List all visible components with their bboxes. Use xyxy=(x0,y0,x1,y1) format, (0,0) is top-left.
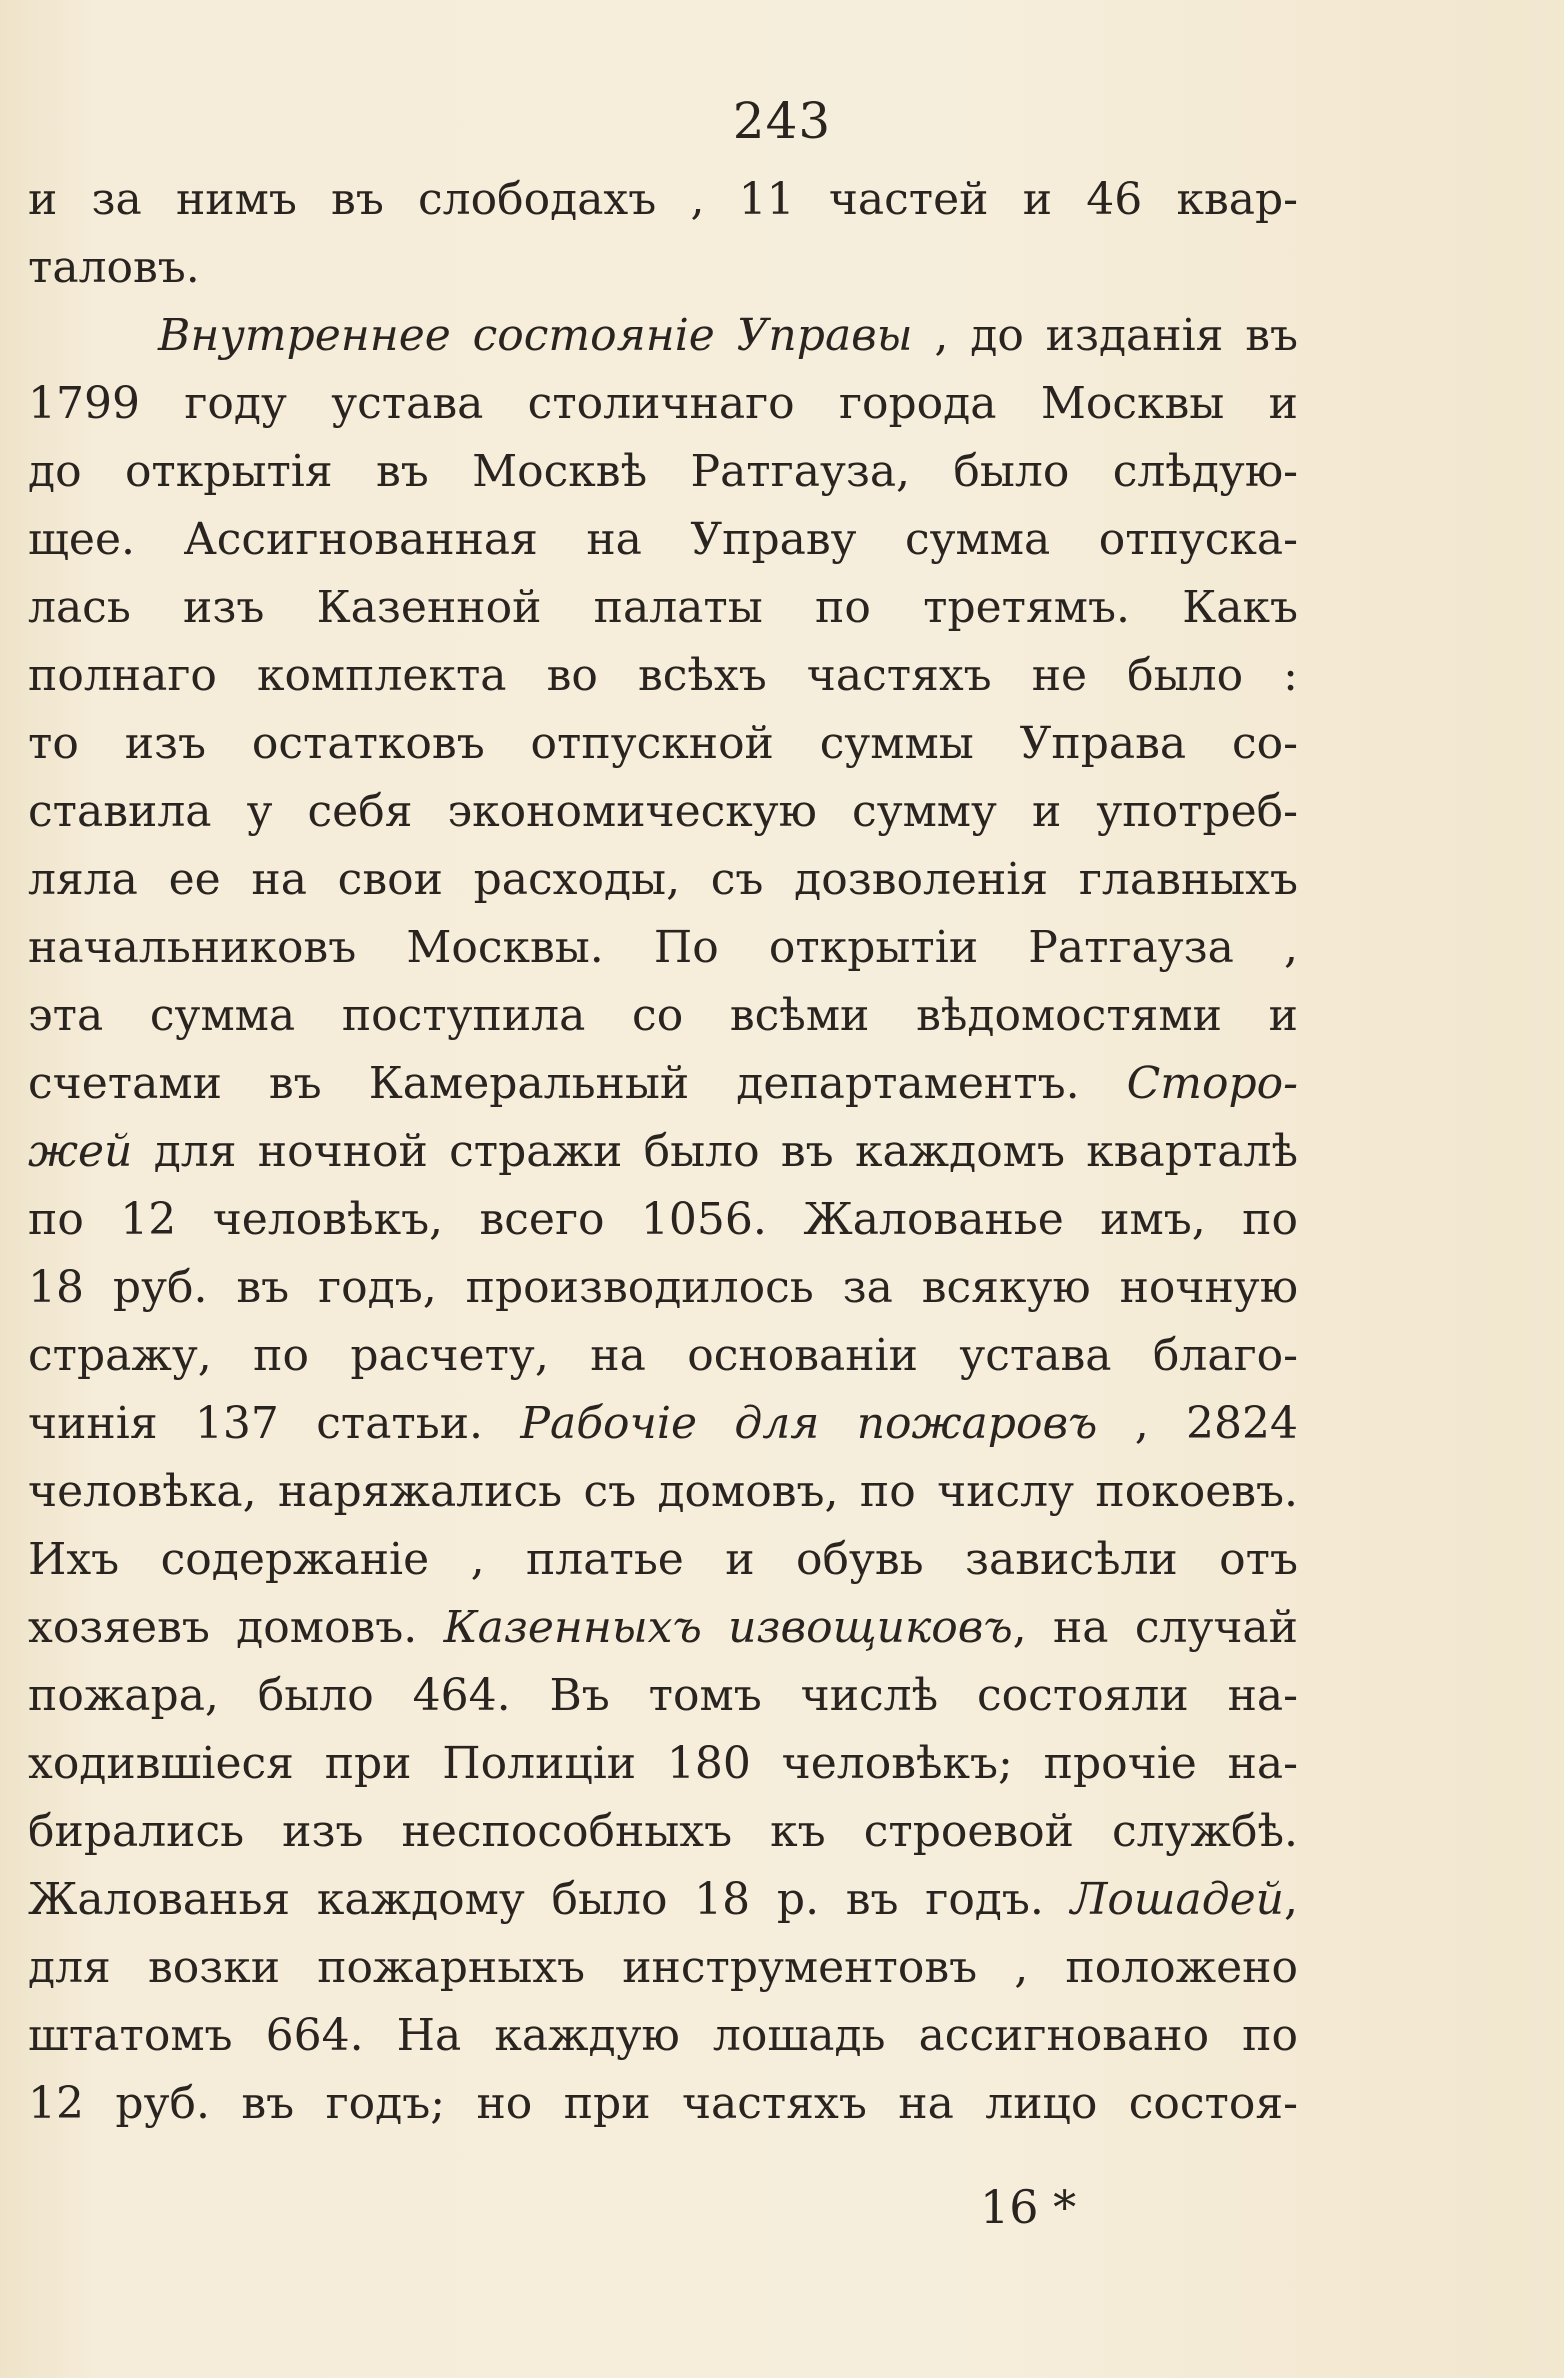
text-line xyxy=(28,1254,1298,1322)
text-line xyxy=(28,1322,1298,1390)
text-span: , 2824 xyxy=(1097,1398,1299,1449)
italic-span: жей xyxy=(28,1126,133,1177)
text-line xyxy=(28,1934,1298,2002)
text-line xyxy=(28,166,1298,234)
body-text xyxy=(28,166,1298,2138)
text-span: полнаго комплекта во всѣхъ частяхъ не было : xyxy=(28,650,1298,701)
text-span: , на случай xyxy=(1012,1602,1298,1653)
text-line xyxy=(28,1730,1298,1798)
text-span: для ночной стражи было въ каждомъ кварталѣ xyxy=(132,1126,1298,1177)
text-line xyxy=(28,2002,1298,2070)
italic-span: Внутреннее состояніе Управы xyxy=(158,310,913,361)
italic-span: Рабочіе для пожаровъ xyxy=(520,1398,1098,1449)
text-line xyxy=(28,1458,1298,1526)
text-span: чинія 137 статьи. xyxy=(28,1398,521,1449)
text-span: человѣка, наряжались съ домовъ, по числу покоевъ. xyxy=(28,1466,1298,1517)
text-line xyxy=(28,710,1298,778)
text-span: Жалованья каждому было 18 р. въ годъ. xyxy=(28,1874,1071,1925)
text-span: эта сумма поступила со всѣми вѣдомостями и xyxy=(28,990,1298,1041)
text-line xyxy=(28,1390,1298,1458)
text-span: до открытія въ Москвѣ Ратгауза, было слѣдую- xyxy=(28,446,1298,497)
text-line xyxy=(28,1866,1298,1934)
text-line xyxy=(28,506,1298,574)
text-span: по 12 человѣкъ, всего 1056. Жалованье имъ, по xyxy=(28,1194,1298,1245)
text-span: ставила у себя экономическую сумму и употреб- xyxy=(28,786,1298,837)
text-span: Ихъ содержаніе , платье и обувь зависѣли отъ xyxy=(28,1534,1298,1585)
text-span: 12 руб. въ годъ; но при частяхъ на лицо состоя- xyxy=(28,2078,1298,2129)
text-span: стражу, по расчету, на основаніи устава благо- xyxy=(28,1330,1298,1381)
text-line xyxy=(28,574,1298,642)
text-span: 18 руб. въ годъ, производилось за всякую ночную xyxy=(28,1262,1298,1313)
text-span: , до изданія въ xyxy=(912,310,1298,361)
text-line xyxy=(28,1050,1298,1118)
text-line xyxy=(28,1594,1298,1662)
text-span: лась изъ Казенной палаты по третямъ. Какъ xyxy=(28,582,1298,633)
text-span: штатомъ 664. На каждую лошадь ассигновано по xyxy=(28,2010,1298,2061)
text-line xyxy=(28,778,1298,846)
italic-span: Лошадей xyxy=(1070,1874,1284,1925)
text-span: ляла ее на свои расходы, съ дозволенія главныхъ xyxy=(28,854,1298,905)
text-span: ходившіеся при Полиціи 180 человѣкъ; прочіе на- xyxy=(28,1738,1298,1789)
text-line xyxy=(28,1526,1298,1594)
text-line xyxy=(28,234,1298,302)
text-line xyxy=(28,982,1298,1050)
text-line xyxy=(28,438,1298,506)
text-line xyxy=(28,370,1298,438)
italic-span: Сторо- xyxy=(1126,1058,1298,1109)
text-span: 1799 году устава столичнаго города Москвы и xyxy=(28,378,1298,429)
text-span: для возки пожарныхъ инструментовъ , положено xyxy=(28,1942,1298,1993)
page-number: 243 xyxy=(732,92,832,150)
text-span: и за нимъ въ слободахъ , 11 частей и 46 квар- xyxy=(28,174,1298,225)
text-span: начальниковъ Москвы. По открытіи Ратгауза , xyxy=(28,922,1298,973)
text-span: , xyxy=(1284,1874,1298,1925)
text-span: пожара, было 464. Въ томъ числѣ состояли на- xyxy=(28,1670,1298,1721)
text-line xyxy=(28,914,1298,982)
text-line xyxy=(28,1118,1298,1186)
text-span: счетами въ Камеральный департаментъ. xyxy=(28,1058,1127,1109)
text-line xyxy=(28,846,1298,914)
text-span: бирались изъ неспособныхъ къ строевой службѣ. xyxy=(28,1806,1298,1857)
signature-mark: 16 * xyxy=(980,2180,1077,2234)
text-span: то изъ остатковъ отпускной суммы Управа со- xyxy=(28,718,1298,769)
text-span: таловъ. xyxy=(28,242,200,293)
italic-span: Казенныхъ извощиковъ xyxy=(443,1602,1013,1653)
text-line xyxy=(28,1662,1298,1730)
text-line xyxy=(28,1798,1298,1866)
text-line xyxy=(28,2070,1298,2138)
text-line xyxy=(28,642,1298,710)
text-span: хозяевъ домовъ. xyxy=(28,1602,444,1653)
text-span: щее. Ассигнованная на Управу сумма отпуска- xyxy=(28,514,1298,565)
text-line xyxy=(28,1186,1298,1254)
text-line xyxy=(28,302,1298,370)
